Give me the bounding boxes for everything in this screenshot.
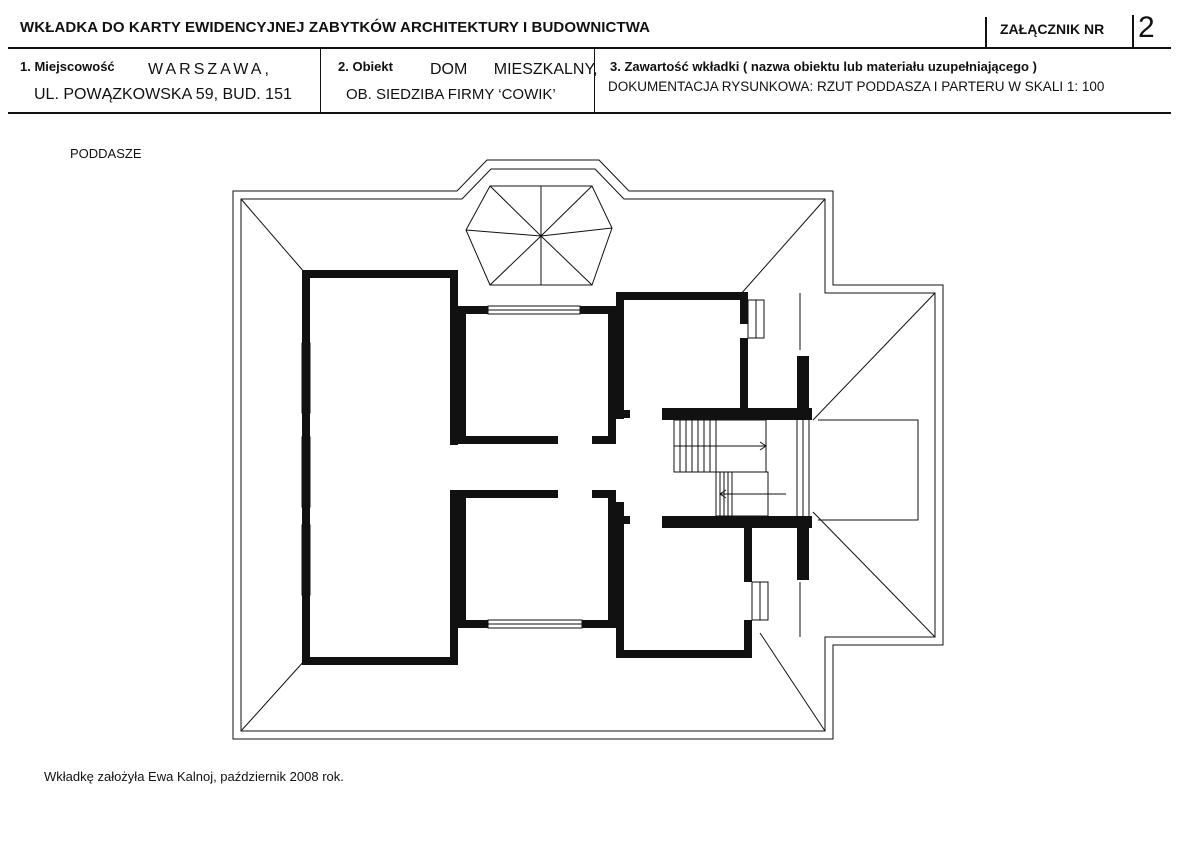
object-value-line1: DOM MIESZKALNY, xyxy=(430,61,598,78)
staircase xyxy=(674,420,786,516)
locality-label: 1. Miejscowość xyxy=(20,59,115,74)
section-label: PODDASZE xyxy=(70,146,142,161)
object-value-line2: OB. SIEDZIBA FIRMY ‘COWIK’ xyxy=(346,86,556,103)
contents-value: DOKUMENTACJA RYSUNKOWA: RZUT PODDASZA I PARTERU W SKALI 1: 100 xyxy=(608,79,1105,94)
contents-label: 3. Zawartość wkładki ( nazwa obiektu lub materiału uzupełniającego ) xyxy=(610,59,1037,74)
roof-outline xyxy=(233,160,943,739)
card-title: WKŁADKA DO KARTY EWIDENCYJNEJ ZABYTKÓW ARCHITEKTURY I BUDOWNICTWA xyxy=(20,19,651,36)
windows xyxy=(302,300,809,628)
walls xyxy=(302,270,812,665)
footer-note: Wkładkę założyła Ewa Kalnoj, październik 2008 rok. xyxy=(44,769,344,784)
attachment-label: ZAŁĄCZNIK NR xyxy=(1000,21,1105,37)
locality-value-line2: UL. POWĄZKOWSKA 59, BUD. 151 xyxy=(34,86,292,103)
locality-value-line1: WARSZAWA, xyxy=(148,61,272,78)
object-label: 2. Obiekt xyxy=(338,59,393,74)
attachment-number: 2 xyxy=(1138,11,1155,44)
dormer-octagon xyxy=(466,186,612,285)
